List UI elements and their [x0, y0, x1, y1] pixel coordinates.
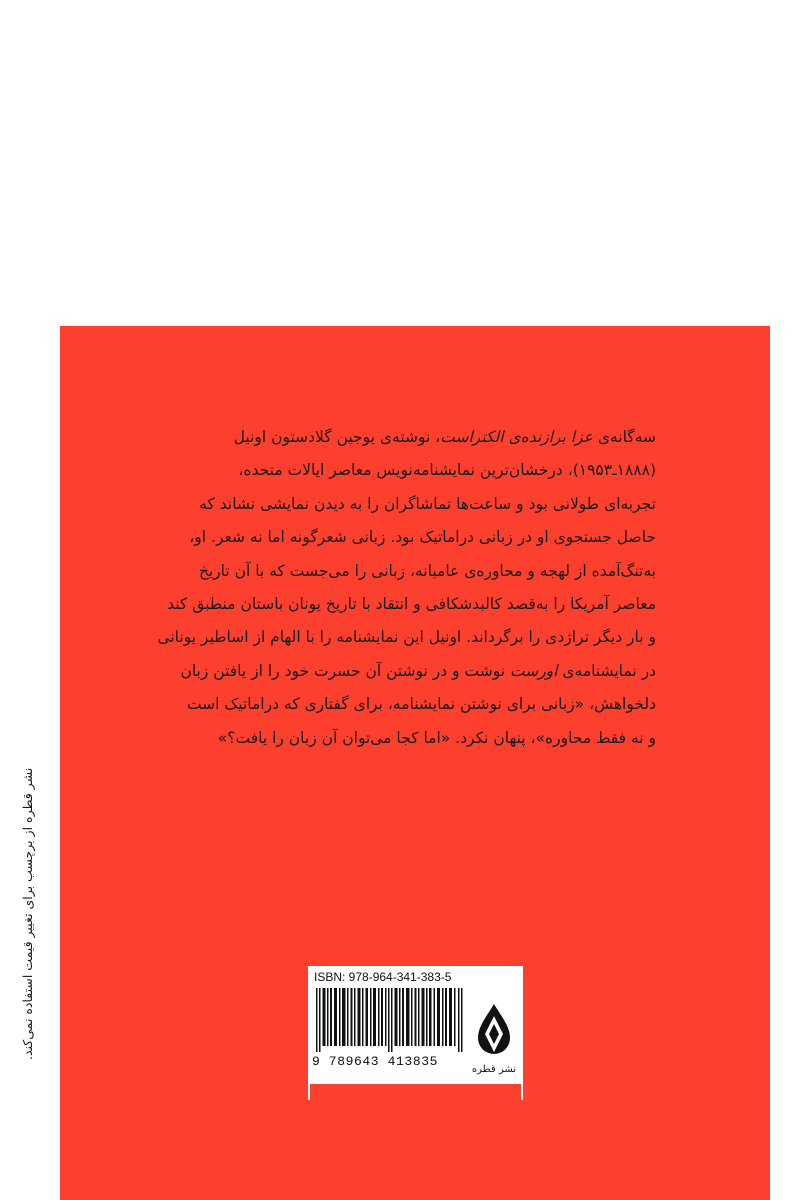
blurb-line-4: حاصل جستجوی او در زبانی دراماتیک بود. زبانی شعرگونه اما نه شعر. او،	[189, 528, 656, 547]
publisher-logo-icon	[474, 1002, 514, 1062]
barcode-peg-left	[308, 1084, 310, 1100]
publisher-name: نشر قطره	[471, 1064, 517, 1075]
blurb-line-8	[88, 655, 656, 688]
blurb-line-1	[88, 421, 656, 454]
blurb-line-8-end: نوشت و در نوشتن آن حسرت خود را از یافتن زبان	[180, 661, 510, 680]
play-title-italic: اورست	[509, 661, 558, 680]
blurb-line-6: معاصر آمریکا را به‌قصد کالبدشکافی و انتقاد با تاریخ یونان باستان منطبق کند	[167, 595, 656, 614]
barcode-bars	[316, 988, 466, 1052]
barcode-digits: 9 789643 413835	[312, 1054, 439, 1069]
isbn-text: ISBN: 978-964-341-383-5	[314, 970, 452, 984]
price-label-note: نشر قطره از برچسب برای تغییر قیمت استفاده نمی‌کند.	[20, 767, 35, 1060]
blurb-line-10: و نه فقط محاوره»، پنهان نکرد. «اما کجا می‌توان آن زبان را یافت؟»	[217, 728, 656, 747]
barcode-peg-right	[521, 1084, 523, 1100]
barcode-label	[308, 966, 523, 1084]
blurb-text	[88, 421, 656, 755]
blurb-line-1-end: ، نوشته‌ی یوجین گلادستون اونیل	[233, 428, 441, 446]
blurb-line-9: دلخواهش، «زبانی برای نوشتن نمایشنامه، برای گفتاری که دراماتیک است	[186, 695, 656, 714]
blurb-line-7: و بار دیگر تراژدی را برگرداند. اونیل این نمایشنامه را با الهام از اساطیر یونانی	[157, 628, 656, 647]
book-title-italic: عزا برازنده‌ی الکتراست	[440, 428, 593, 446]
blurb-line-8-start: در نمایشنامه‌ی	[557, 661, 656, 680]
blurb-line-2: (۱۸۸۸ـ۱۹۵۳)، درخشان‌ترین نمایشنامه‌نویس معاصر ایالات متحده،	[238, 461, 656, 480]
blurb-line-3: تجربه‌ای طولانی بود و ساعت‌ها تماشاگران را به دیدن نمایشی نشاند که	[199, 494, 656, 513]
blurb-line-5: به‌تنگ‌آمده از لهجه و محاوره‌ی عامیانه، زبانی را می‌جست که با آن تاریخ	[198, 561, 656, 580]
blurb-line-1-start: سه‌گانه‌ی	[592, 428, 656, 446]
